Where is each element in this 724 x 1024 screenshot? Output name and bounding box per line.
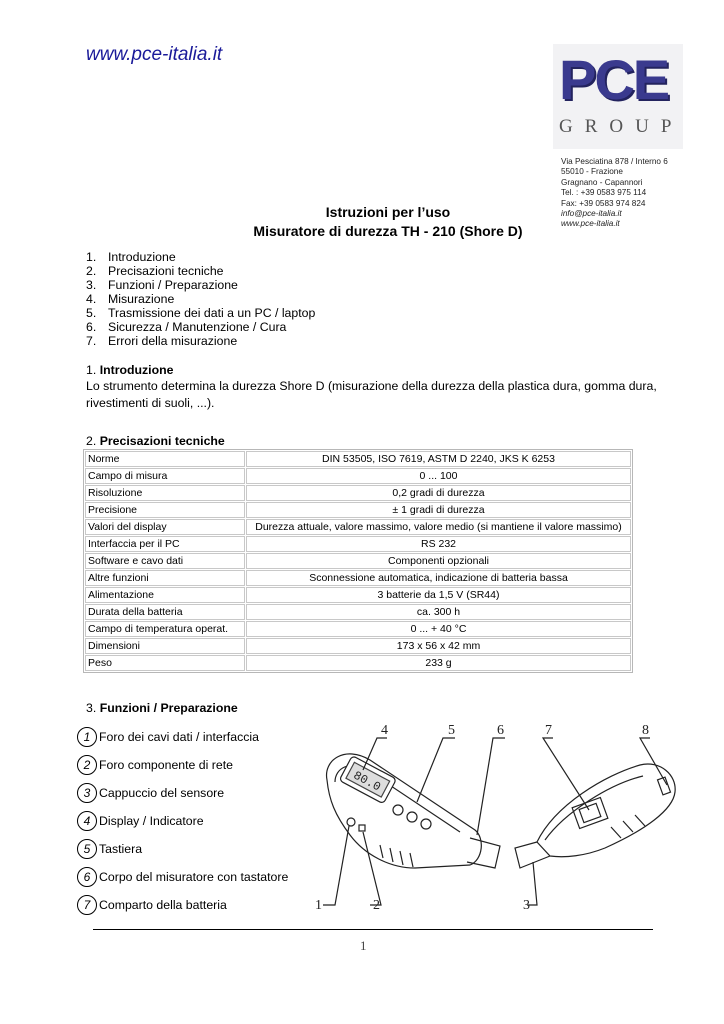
device-display	[339, 756, 396, 804]
address-web[interactable]: www.pce-italia.it	[561, 219, 620, 229]
table-of-contents	[86, 250, 315, 348]
leader-2	[363, 832, 381, 905]
port-1	[347, 818, 355, 826]
battery-compartment	[572, 798, 608, 829]
footer-rule	[93, 929, 653, 930]
section-1-heading: 1. Introduzione	[86, 363, 174, 377]
address-line: 55010 - Frazione	[561, 167, 623, 177]
address-line: Tel. : +39 0583 975 114	[561, 188, 647, 198]
site-url[interactable]: www.pce-italia.it	[86, 44, 223, 65]
toc-item: 2. Precisazioni tecniche	[86, 264, 224, 278]
function-item: 3 Cappuccio del sensore	[77, 783, 224, 803]
table-row: Norme DIN 53505, ISO 7619, ASTM D 2240, JKS K 6253	[85, 451, 631, 467]
device-left-probe	[467, 838, 500, 868]
function-item: 2 Foro componente di rete	[77, 755, 233, 775]
document-title	[190, 203, 586, 241]
address-line: Gragnano - Capannori	[561, 177, 643, 187]
function-item: 5 Tastiera	[77, 839, 142, 859]
figure-label-7: 7	[545, 723, 552, 738]
function-item: 1 Foro dei cavi dati / interfaccia	[77, 727, 259, 747]
figure-label-6: 6	[497, 723, 504, 738]
page-number: 1	[360, 938, 367, 953]
address-line: Fax: +39 0583 974 824	[561, 198, 646, 208]
logo-main-text: PCE	[559, 48, 669, 111]
device-grip	[380, 845, 413, 867]
pce-group-logo	[553, 44, 683, 149]
leader-1	[323, 826, 349, 905]
table-row: Valori del display Durezza attuale, valore massimo, valore medio (si mantiene il valore massimo)	[85, 519, 631, 535]
table-row: Software e cavo dati Componenti opzionali	[85, 553, 631, 569]
table-row: Risoluzione 0,2 gradi di durezza	[85, 485, 631, 501]
function-item: 7 Comparto della batteria	[77, 895, 227, 915]
toc-item: 6. Sicurezza / Manutenzione / Cura	[86, 320, 287, 334]
table-row: Precisione ± 1 gradi di durezza	[85, 502, 631, 518]
device-illustration	[305, 720, 700, 915]
figure-label-5: 5	[448, 723, 455, 738]
keypad-button	[393, 805, 403, 815]
toc-item: 4. Misurazione	[86, 292, 175, 306]
logo-sub-text: GROUP	[559, 116, 684, 137]
title-line-1: Istruzioni per l’uso	[325, 204, 451, 220]
address-line: Via Pesciatina 878 / Interno 6	[561, 157, 668, 166]
leader-8	[640, 738, 667, 785]
specs-table	[84, 450, 632, 672]
function-item: 6 Corpo del misuratore con tastatore	[77, 867, 288, 887]
function-item: 4 Display / Indicatore	[77, 811, 204, 831]
toc-item: 5. Trasmissione dei dati a un PC / laptop	[86, 306, 316, 320]
figure-label-1: 1	[315, 898, 322, 913]
leader-6	[477, 738, 505, 835]
table-row: Altre funzioni Sconnessione automatica, indicazione di batteria bassa	[85, 570, 631, 586]
table-row: Alimentazione 3 batterie da 1,5 V (SR44)	[85, 587, 631, 603]
address-email[interactable]: info@pce-italia.it	[561, 209, 622, 219]
table-row: Interfaccia per il PC RS 232	[85, 536, 631, 552]
toc-item: 3. Funzioni / Preparazione	[86, 278, 238, 292]
table-row: Campo di misura 0 ... 100	[85, 468, 631, 484]
table-row: Dimensioni 173 x 56 x 42 mm	[85, 638, 631, 654]
figure-label-3: 3	[523, 898, 530, 913]
figure-label-8: 8	[642, 723, 649, 738]
section-3-heading: 3. Funzioni / Preparazione	[86, 701, 238, 715]
leader-5	[417, 738, 455, 802]
figure-label-4: 4	[381, 723, 388, 738]
toc-item: 1. Introduzione	[86, 250, 176, 264]
battery-cell	[579, 803, 601, 822]
table-row: Campo di temperatura operat. 0 ... + 40 °C	[85, 621, 631, 637]
device-right-probe	[515, 842, 550, 868]
figure-label-2: 2	[373, 898, 380, 913]
table-row: Durata della batteria ca. 300 h	[85, 604, 631, 620]
section-1-text: Lo strumento determina la durezza Shore D (misurazione della durezza della plastica dura, gomma dura, rivestimenti di suoli, ...).	[86, 379, 657, 410]
keypad-button	[421, 819, 431, 829]
device-right-body	[537, 764, 675, 857]
display-reading: 80.0	[350, 768, 383, 795]
device-right-grip	[611, 815, 645, 838]
keypad-button	[407, 812, 417, 822]
title-line-2: Misuratore di durezza TH - 210 (Shore D)	[253, 223, 523, 239]
leader-7	[543, 738, 589, 810]
section-2-heading: 2. Precisazioni tecniche	[86, 434, 225, 448]
table-row: Peso 233 g	[85, 655, 631, 671]
figure-labels	[315, 723, 649, 913]
port-2	[359, 825, 365, 831]
toc-item: 7. Errori della misurazione	[86, 334, 238, 348]
